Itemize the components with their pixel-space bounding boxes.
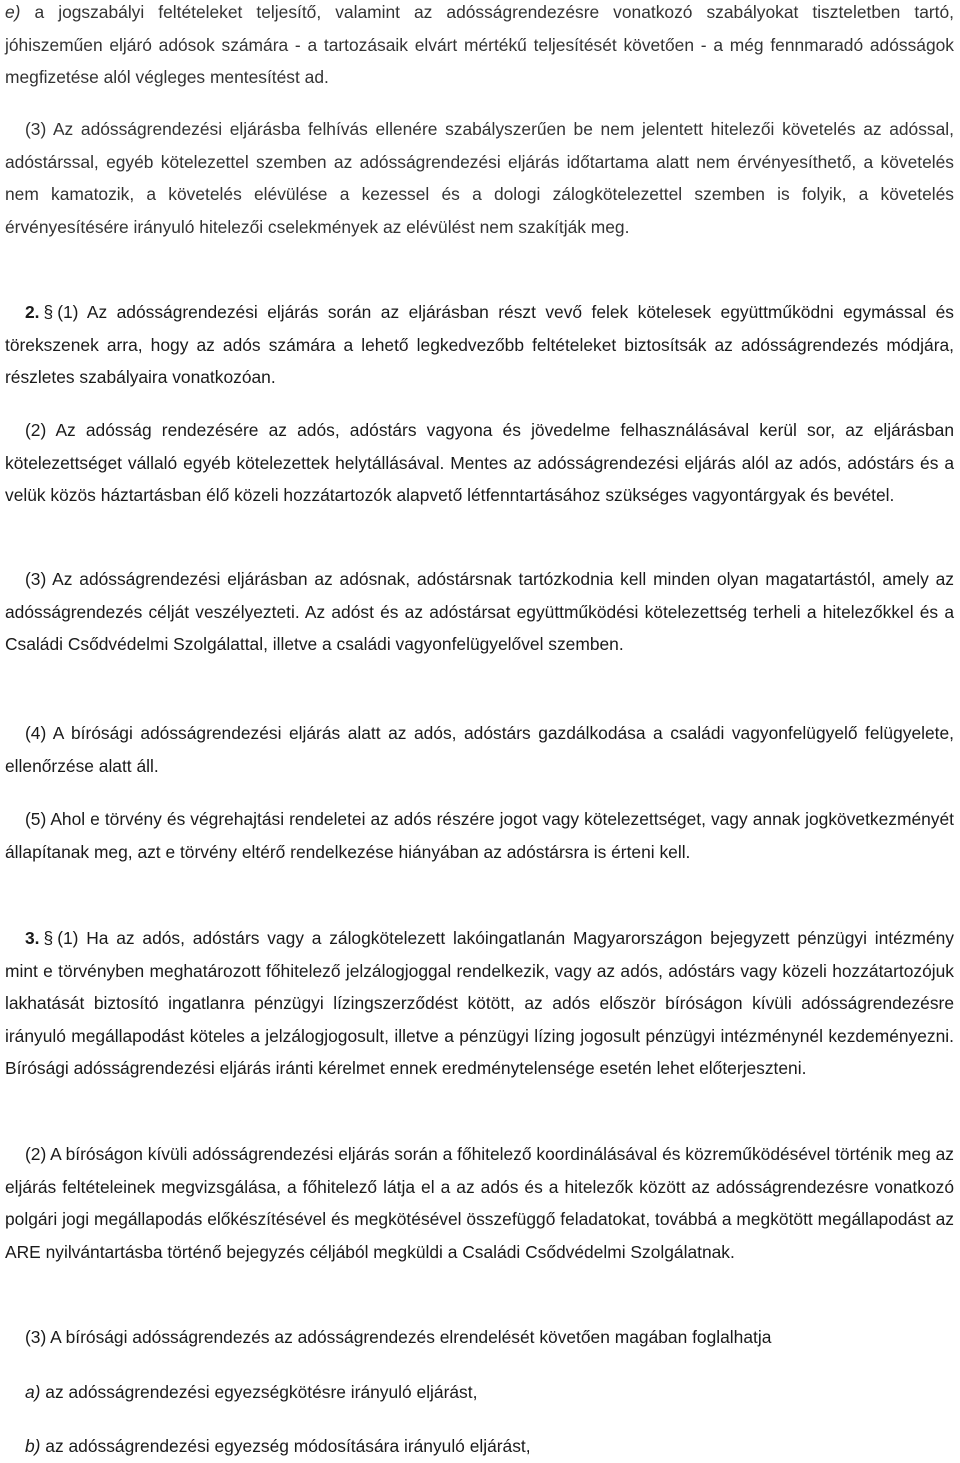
list-item-text: az adósságrendezési egyezség módosítására irányuló eljárást, (40, 1436, 531, 1456)
list-item-b (5, 1430, 954, 1463)
section-2-paragraph-4 (5, 717, 954, 782)
paragraph-text: (5) Ahol e törvény és végrehajtási rendeletei az adós részére jogot vagy kötelezettséget, vagy annak jogkövetkezményét állapítanak meg, azt e törvény eltérő rendelkezése hiányában az adóstársra is érteni kell. (5, 809, 954, 862)
list-letter: e) (5, 2, 21, 22)
section-sign: § (43, 302, 54, 322)
section-number: 3. (25, 928, 40, 948)
paragraph-text: (2) Az adósság rendezésére az adós, adóstárs vagyona és jövedelme felhasználásával kerül sor, az eljárásban kötelezettséget vállaló egyéb kötelezettek helytállásával. Mentes az adósságrendezési eljárás alól az adós, adóstárs és a velük közös háztartásban élő közeli hozzátartozók alapvető létfenntartásához szükséges vagyontárgyak és bevétel. (5, 420, 954, 505)
paragraph-text: (3) A bírósági adósságrendezés az adósságrendezés elrendelését követően magában foglalhatja (25, 1327, 772, 1347)
list-letter: b) (25, 1436, 41, 1456)
section-2-paragraph-5 (5, 803, 954, 868)
paragraph-text: (2) A bíróságon kívüli adósságrendezési eljárás során a főhitelező koordinálásával és közreműködésével történik meg az eljárás feltételeinek megvizsgálása, a főhitelező látja el a az adós és a hitelezők között az adósságrendezésre vonatkozó polgári jogi megállapodás előkészítésével és megkötésével összefüggő feladatokat, továbbá a megkötött megállapodást az ARE nyilvántartásba történő bejegyzés céljából megküldi a Családi Csődvédelmi Szolgálatnak. (5, 1144, 954, 1262)
paragraph-text: (3) Az adósságrendezési eljárásba felhívás ellenére szabályszerűen be nem jelentett hitelezői követelés az adóssal, adóstárssal, egyéb kötelezettel szemben az adósságrendezési eljárás időtartama alatt nem érvényesíthető, a követelés nem kamatozik, a követelés elévülése a kezessel és a dologi zálogkötelezettel szemben is folyik, a követelés érvényesítésére irányuló hitelezői cselekmények az elévülést nem szakítják meg. (5, 119, 954, 237)
section-number: 2. (25, 302, 40, 322)
list-letter: a) (25, 1382, 41, 1402)
section-2-paragraph-2 (5, 414, 954, 512)
section-3-paragraph-1 (5, 922, 954, 1085)
list-item-a (5, 1376, 954, 1409)
paragraph-text: (1) Ha az adós, adóstárs vagy a zálogkötelezett lakóingatlanán Magyarországon bejegyzett pénzügyi intézmény mint e törvényben meghatározott főhitelező jelzálogjoggal rendelkezik, vagy az adós, adóstárs vagy közeli hozzátartozójuk lakhatását biztosító ingatlanra pénzügyi lízingszerződést kötött, az adós először bíróságon kívüli adósságrendezésre irányuló megállapodást köteles a jelzálogjogosult, illetve a pénzügyi lízing jogosult pénzügyi intézménynél kezdeményezni. Bírósági adósságrendezési eljárás iránti kérelmet ennek eredménytelensége esetén lehet előterjeszteni. (5, 928, 954, 1078)
section-3-paragraph-3 (5, 1321, 954, 1354)
paragraph-text: (3) Az adósságrendezési eljárásban az adósnak, adóstársnak tartózkodnia kell minden olyan magatartástól, amely az adósságrendezés célját veszélyezteti. Az adóst és az adóstársat együttműködési kötelezettség terheli a hitelezőkkel és a Családi Csődvédelmi Szolgálattal, illetve a családi vagyonfelügyelővel szemben. (5, 569, 954, 654)
list-item-text: az adósságrendezési egyezségkötésre irányuló eljárást, (40, 1382, 478, 1402)
paragraph-text: (1) Az adósságrendezési eljárás során az eljárásban részt vevő felek kötelesek együttműködni egymással és törekszenek arra, hogy az adós számára a lehető legkedvezőbb feltételeket biztosítsák az adósságrendezés módjára, részletes szabályaira vonatkozóan. (5, 302, 954, 387)
paragraph-text: (4) A bírósági adósságrendezési eljárás alatt az adós, adóstárs gazdálkodása a családi vagyonfelügyelő felügyelete, ellenőrzése alatt áll. (5, 723, 954, 776)
section-2-paragraph-1 (5, 296, 954, 394)
paragraph-text: a jogszabályi feltételeket teljesítő, valamint az adósságrendezésre vonatkozó szabályokat tiszteletben tartó, jóhiszeműen eljáró adósok számára - a tartozásaik elvárt mértékű teljesítését követően - a még fennmaradó adósságok megfizetése alól végleges mentesítést ad. (5, 2, 954, 87)
section-sign: § (43, 928, 54, 948)
section-3-paragraph-2 (5, 1138, 954, 1268)
paragraph-1-3 (5, 113, 954, 243)
paragraph-e (5, 0, 954, 94)
section-2-paragraph-3 (5, 563, 954, 661)
